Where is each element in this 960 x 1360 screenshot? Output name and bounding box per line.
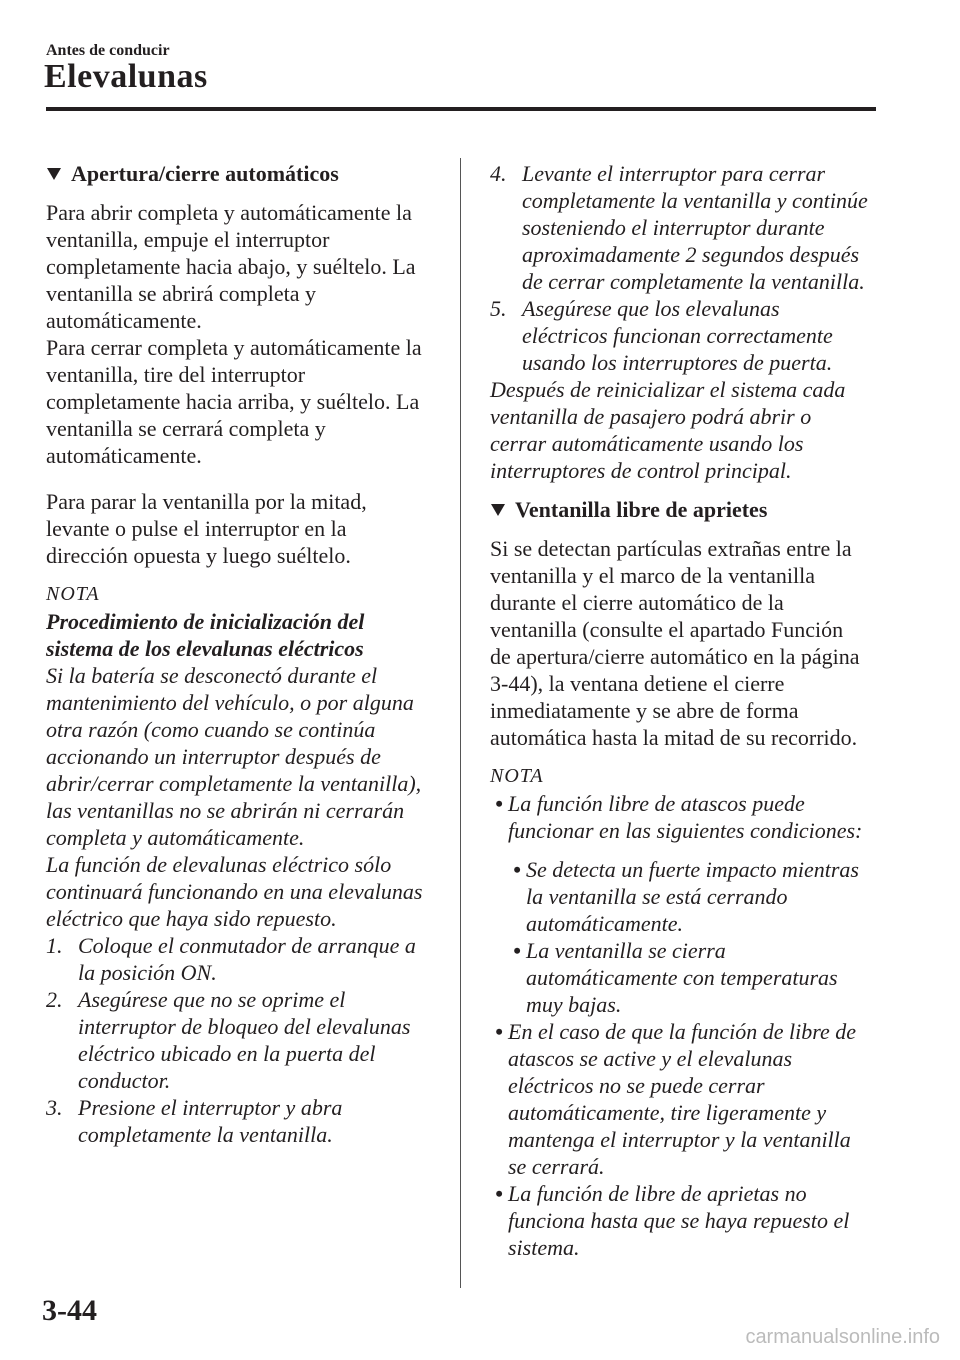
step-list xyxy=(46,932,446,1148)
note-label: NOTA xyxy=(46,583,100,605)
step-item xyxy=(46,932,446,986)
text-line: la ventanilla se está cerrando xyxy=(526,884,788,909)
section-heading xyxy=(490,496,890,523)
text-line: eléctrico ubicado en la puerta del xyxy=(78,1041,376,1066)
text-line: completamente hacia arriba, y suéltelo. La xyxy=(46,389,420,414)
text-line: conductor. xyxy=(78,1068,171,1093)
triangle-down-icon xyxy=(47,168,61,180)
step-number: 4. xyxy=(490,161,507,186)
note-body xyxy=(46,662,446,932)
step-item xyxy=(490,295,890,376)
text-line: Coloque el conmutador de arranque a xyxy=(78,933,416,958)
triangle-down-icon xyxy=(491,504,505,516)
section-heading xyxy=(46,160,446,187)
section-heading-text: Apertura/cierre automáticos xyxy=(71,161,339,186)
text-line: Para abrir completa y automáticamente la xyxy=(46,200,412,225)
text-line: Si la batería se desconectó durante el xyxy=(46,663,378,688)
text-line: mantenga el interruptor y la ventanilla xyxy=(508,1127,851,1152)
text-line: ventanilla, empuje el interruptor xyxy=(46,227,330,252)
text-line: de apertura/cierre automático en la página xyxy=(490,644,860,669)
text-line: sosteniendo el interruptor durante xyxy=(522,215,825,240)
text-line: ventanilla y el marco de la ventanilla xyxy=(490,563,815,588)
text-line: Después de reinicializar el sistema cada xyxy=(490,377,846,402)
text-line: interruptores de control principal. xyxy=(490,458,792,483)
step-text xyxy=(78,986,410,1094)
bullet-icon: • xyxy=(495,1181,503,1206)
text-line: En el caso de que la función de libre de xyxy=(508,1019,857,1044)
text-line: Para cerrar completa y automáticamente la xyxy=(46,335,422,360)
bullet-text xyxy=(526,856,859,937)
paragraph xyxy=(490,535,890,751)
text-line: ventanilla de pasajero podrá abrir o xyxy=(490,404,812,429)
text-line: levante o pulse el interruptor en la xyxy=(46,516,347,541)
text-line: aproximadamente 2 segundos después xyxy=(522,242,860,267)
text-line: durante el cierre automático de la xyxy=(490,590,784,615)
page-title: Elevalunas xyxy=(44,58,208,95)
bullet-text xyxy=(508,790,862,844)
step-item xyxy=(46,1094,446,1148)
section-heading-text: Ventanilla libre de aprietes xyxy=(515,497,768,522)
text-line: sistema. xyxy=(508,1235,580,1260)
text-line: automáticamente. xyxy=(46,443,202,468)
paragraph xyxy=(46,199,446,469)
text-line: Si se detectan partículas extrañas entre la xyxy=(490,536,852,561)
text-line: Procedimiento de inicialización del xyxy=(46,609,365,634)
step-number: 1. xyxy=(46,933,63,958)
text-line: usando los interruptores de puerta. xyxy=(522,350,833,375)
bullet-list xyxy=(490,790,890,1261)
text-line: inmediatamente y se abre de forma xyxy=(490,698,799,723)
right-column xyxy=(490,160,890,1261)
bullet-item xyxy=(490,856,890,937)
text-line: atascos se active y el elevalunas xyxy=(508,1046,793,1071)
bullet-icon: • xyxy=(513,857,521,882)
text-line: de cerrar completamente la ventanilla. xyxy=(522,269,865,294)
text-line: 3-44), la ventana detiene el cierre xyxy=(490,671,785,696)
text-line: automáticamente, tire ligeramente y xyxy=(508,1100,827,1125)
note-title xyxy=(46,608,446,662)
text-line: accionando un interruptor después de xyxy=(46,744,381,769)
text-line: completa y automáticamente. xyxy=(46,825,305,850)
left-column xyxy=(46,160,446,1148)
text-line: Se detecta un fuerte impacto mientras xyxy=(526,857,859,882)
text-line: ventanilla, tire del interruptor xyxy=(46,362,306,387)
text-line: cerrar automáticamente usando los xyxy=(490,431,804,456)
step-number: 2. xyxy=(46,987,63,1012)
text-line: automáticamente. xyxy=(46,308,202,333)
step-number: 3. xyxy=(46,1095,63,1120)
text-line: funcionar en las siguientes condiciones: xyxy=(508,818,863,843)
step-number: 5. xyxy=(490,296,507,321)
text-line: se cerrará. xyxy=(508,1154,605,1179)
bullet-icon: • xyxy=(513,938,521,963)
text-line: eléctrico que haya sido repuesto. xyxy=(46,906,337,931)
bullet-item xyxy=(490,1180,890,1261)
text-line: automática hasta la mitad de su recorrido. xyxy=(490,725,858,750)
text-line: completamente la ventanilla. xyxy=(78,1122,333,1147)
note-body xyxy=(490,376,890,484)
text-line: dirección opuesta y luego suéltelo. xyxy=(46,543,351,568)
text-line: Presione el interruptor y abra xyxy=(78,1095,343,1120)
text-line: La función libre de atascos puede xyxy=(508,791,805,816)
text-line: La función de elevalunas eléctrico sólo xyxy=(46,852,392,877)
text-line: muy bajas. xyxy=(526,992,622,1017)
column-divider xyxy=(460,158,461,1288)
section-label: Antes de conducir xyxy=(46,42,170,59)
text-line: continuará funcionando en una elevalunas xyxy=(46,879,423,904)
text-line: otra razón (como cuando se continúa xyxy=(46,717,376,742)
text-line: completamente la ventanilla y continúe xyxy=(522,188,868,213)
text-line: ventanilla se cerrará completa y xyxy=(46,416,326,441)
bullet-text xyxy=(508,1018,856,1180)
text-line: ventanilla se abrirá completa y xyxy=(46,281,316,306)
text-line: ventanilla (consulte el apartado Función xyxy=(490,617,844,642)
step-text xyxy=(78,932,416,986)
text-line: abrir/cerrar completamente la ventanilla), xyxy=(46,771,422,796)
text-line: automáticamente con temperaturas xyxy=(526,965,838,990)
text-line: La función de libre de aprietas no xyxy=(508,1181,807,1206)
watermark: carmanualsonline.info xyxy=(745,1326,940,1348)
step-list xyxy=(490,160,890,376)
header-rule xyxy=(46,107,876,111)
text-line: eléctricos funcionan correctamente xyxy=(522,323,833,348)
text-line: eléctricos no se puede cerrar xyxy=(508,1073,765,1098)
step-text xyxy=(522,295,833,376)
bullet-text xyxy=(526,937,838,1018)
text-line: interruptor de bloqueo del elevalunas xyxy=(78,1014,411,1039)
bullet-icon: • xyxy=(495,1019,503,1044)
text-line: Levante el interruptor para cerrar xyxy=(522,161,826,186)
text-line: Para parar la ventanilla por la mitad, xyxy=(46,489,367,514)
text-line: completamente hacia abajo, y suéltelo. La xyxy=(46,254,416,279)
bullet-item xyxy=(490,790,890,844)
text-line: mantenimiento del vehículo, o por alguna xyxy=(46,690,414,715)
note-label: NOTA xyxy=(490,765,544,787)
text-line: la posición ON. xyxy=(78,960,217,985)
text-line: Asegúrese que los elevalunas xyxy=(522,296,780,321)
paragraph xyxy=(46,488,446,569)
step-item xyxy=(490,160,890,295)
text-line: automáticamente. xyxy=(526,911,684,936)
step-text xyxy=(522,160,868,295)
step-text xyxy=(78,1094,342,1148)
text-line: las ventanillas no se abrirán ni cerrarán xyxy=(46,798,405,823)
text-line: La ventanilla se cierra xyxy=(526,938,726,963)
text-line: sistema de los elevalunas eléctricos xyxy=(46,636,364,661)
page-number: 3-44 xyxy=(42,1294,97,1327)
bullet-item xyxy=(490,937,890,1018)
bullet-item xyxy=(490,1018,890,1180)
step-item xyxy=(46,986,446,1094)
text-line: Asegúrese que no se oprime el xyxy=(78,987,346,1012)
bullet-icon: • xyxy=(495,791,503,816)
bullet-text xyxy=(508,1180,849,1261)
text-line: funciona hasta que se haya repuesto el xyxy=(508,1208,850,1233)
